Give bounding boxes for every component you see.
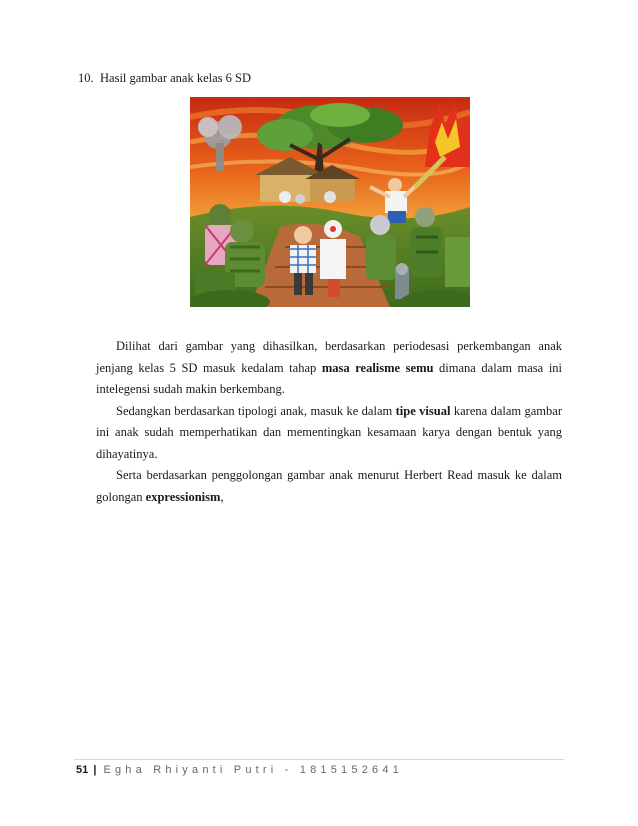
item-heading <box>78 70 251 86</box>
bold-term: expressionism <box>145 489 221 504</box>
body-text <box>96 336 562 508</box>
bold-term: masa realisme semu <box>321 360 434 375</box>
paragraph-text: dimana dalam masa ini intelegensi sudah makin berkembang. <box>96 360 563 396</box>
paragraph-text: , <box>220 489 224 504</box>
paragraph-text: Dilihat dari gambar yang dihasilkan, berdasarkan periodesasi perkembangan anak jenjang kelas 5 SD masuk kedalam tahap <box>96 339 562 375</box>
page-number: 51 <box>76 764 89 776</box>
child-drawing-image <box>190 97 470 307</box>
page-footer <box>76 763 403 777</box>
bold-term: tipe visual <box>395 403 451 418</box>
paragraph-tipologi <box>96 401 562 466</box>
paragraph-text: Serta berdasarkan penggolongan gambar anak menurut Herbert Read masuk ke dalam golongan <box>96 468 562 504</box>
paragraph-periodisasi <box>96 336 562 401</box>
item-number: 10. <box>78 71 94 85</box>
paragraph-herbert-read <box>96 465 562 508</box>
footer-author: Egha Rhiyanti Putri - 1815152641 <box>103 764 403 776</box>
paragraph-text: Sedangkan berdasarkan tipologi anak, masuk ke dalam <box>116 403 396 418</box>
footer-divider <box>74 759 564 760</box>
footer-separator: | <box>93 764 97 776</box>
item-title: Hasil gambar anak kelas 6 SD <box>100 71 252 85</box>
paragraph-text: karena dalam gambar ini anak sudah memperhatikan dan mementingkan kesamaan karya dengan bentuk yang dihayatinya. <box>96 403 562 461</box>
